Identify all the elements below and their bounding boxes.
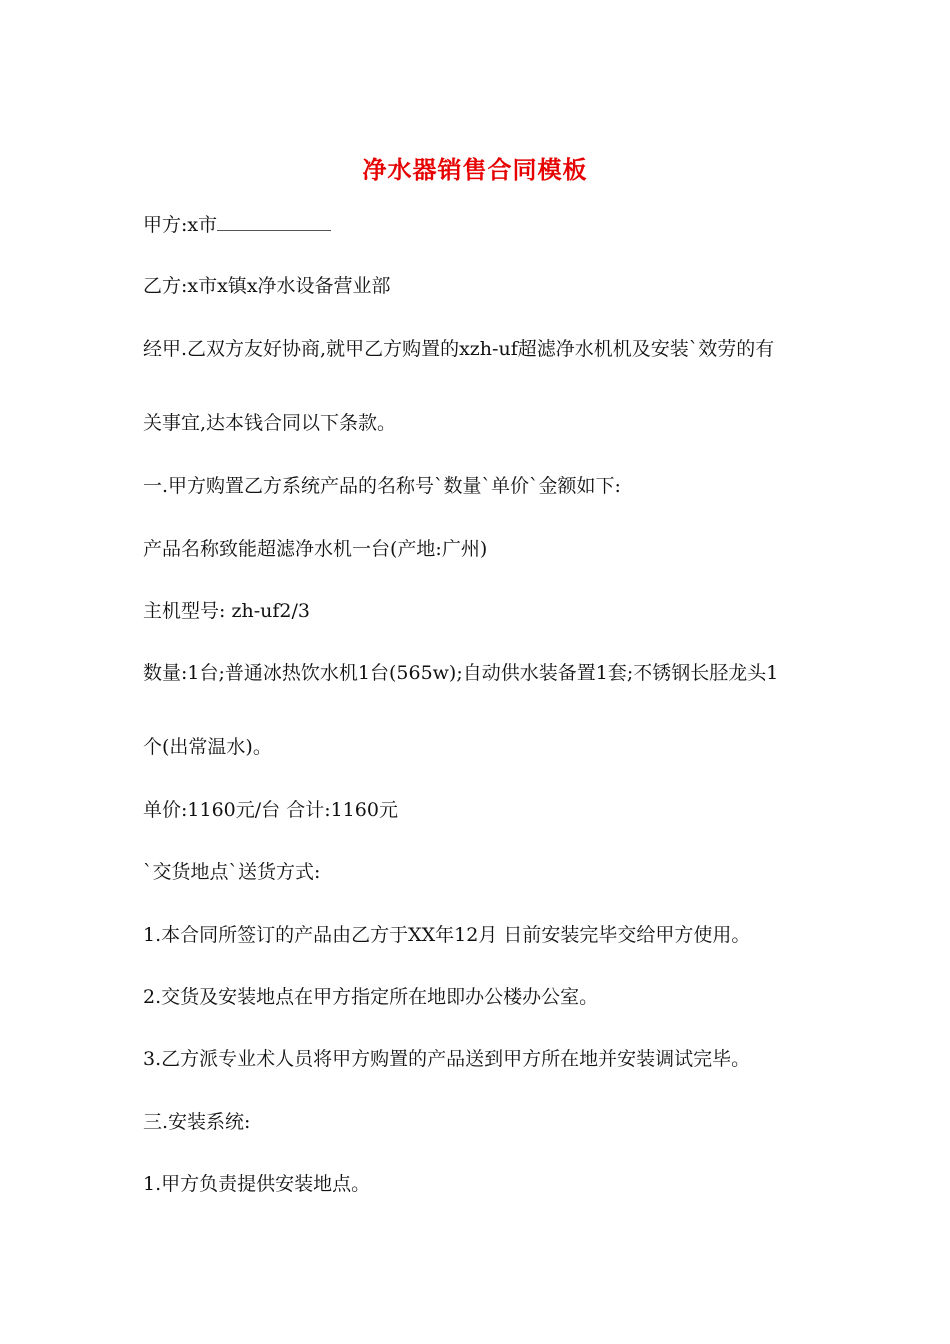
- party-a-blank-field: [217, 212, 331, 231]
- intro-line-1: 经甲.乙双方友好协商,就甲乙方购置的xzh-uf超滤净水机机及安装`效劳的有: [143, 338, 775, 360]
- party-b-line: 乙方:x市x镇x净水设备营业部: [143, 275, 391, 297]
- delivery-item-3: 3.乙方派专业术人员将甲方购置的产品送到甲方所在地并安装调试完毕。: [143, 1048, 751, 1070]
- product-name-line: 产品名称致能超滤净水机一台(产地:广州): [143, 538, 488, 560]
- party-a-line: [143, 212, 331, 237]
- delivery-heading: `交货地点`送货方式:: [143, 861, 321, 883]
- quantity-line-2: 个(出常温水)。: [143, 736, 272, 758]
- intro-line-2: 关事宜,达本钱合同以下条款。: [143, 412, 397, 434]
- price-line: 单价:1160元/台 合计:1160元: [143, 799, 398, 821]
- model-line: 主机型号: zh-uf2/3: [143, 600, 310, 622]
- install-item-1: 1.甲方负责提供安装地点。: [143, 1173, 371, 1195]
- document-title: 净水器销售合同模板: [362, 155, 588, 184]
- delivery-item-1: 1.本合同所签订的产品由乙方于XX年12月 日前安装完毕交给甲方使用。: [143, 924, 751, 946]
- quantity-line-1: 数量:1台;普通冰热饮水机1台(565w);自动供水装备置1套;不锈钢长胫龙头1: [143, 662, 779, 684]
- section-3-heading: 三.安装系统:: [143, 1111, 251, 1133]
- section-1-heading: 一.甲方购置乙方系统产品的名称号`数量`单价`金额如下:: [143, 475, 621, 497]
- party-a-label: 甲方:x市: [143, 214, 218, 236]
- delivery-item-2: 2.交货及安装地点在甲方指定所在地即办公楼办公室。: [143, 986, 599, 1008]
